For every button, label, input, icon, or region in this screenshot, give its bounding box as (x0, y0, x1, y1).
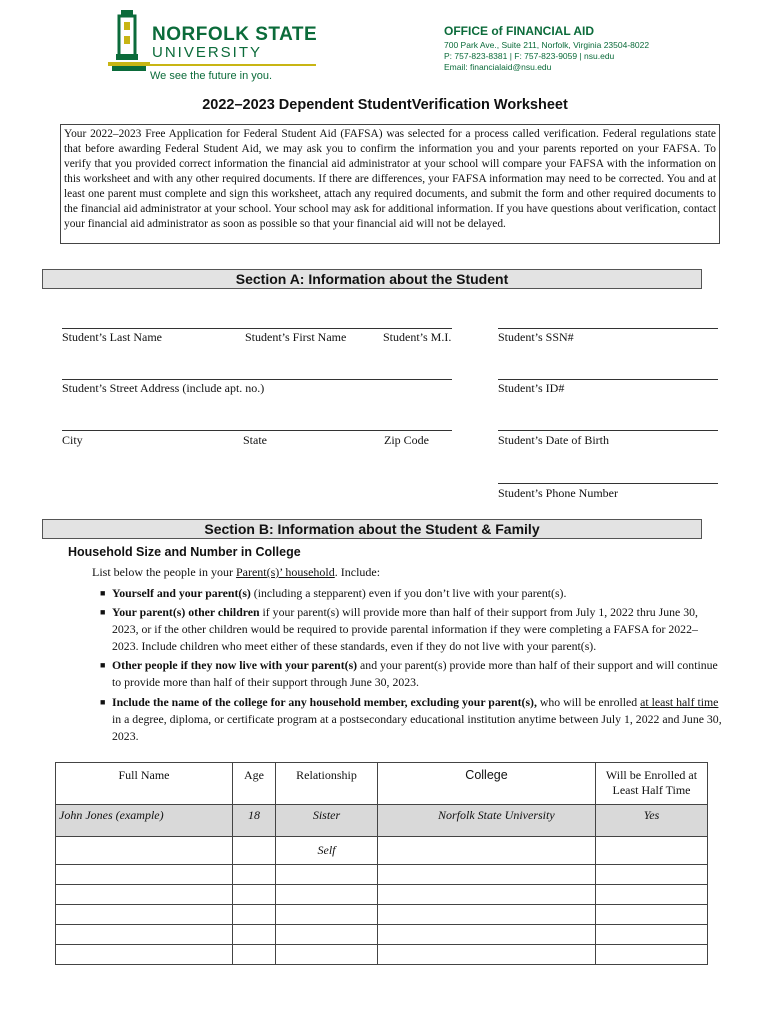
example-enrolled: Yes (596, 805, 708, 837)
cell-name[interactable] (56, 837, 233, 865)
street-line[interactable] (62, 379, 452, 380)
table-header-row (56, 763, 708, 805)
intro-paragraph: Your 2022–2023 Free Application for Federal Student Aid (FAFSA) was selected for a process called verification. Federal regulations state that before awarding Federal Student Aid, we may ask you to confirm the information you and your parents reported on your FAFSA. To verify that you provided correct information the financial aid administrator at your school will compare your FAFSA with the information on this worksheet and with any other required documents. If there are differences, your FAFSA information may need to be corrected. You and at least one parent must complete and sign this worksheet, attach any required documents, and submit the form and other required documents to the financial aid administrator at your school. Your school may ask for additional information. If you have questions about verification, contact your financial aid administrator as soon as possible so that your financial aid will not be delayed. (60, 124, 720, 244)
bullet-bold: Yourself and your parent(s) (112, 586, 251, 600)
cell-relationship[interactable] (276, 885, 378, 905)
cell-college[interactable] (378, 925, 596, 945)
cell-college[interactable] (378, 837, 596, 865)
cell-enrolled[interactable] (596, 865, 708, 885)
cell-age[interactable] (233, 865, 276, 885)
cell-enrolled[interactable] (596, 945, 708, 965)
bullet-bold: Include the name of the college for any household member, excluding your parent(s), (112, 695, 537, 709)
col-header-college: College (378, 763, 596, 805)
cell-relationship[interactable] (276, 945, 378, 965)
list-intro-pre: List below the people in your (92, 565, 236, 579)
office-phone-fax: P: 757-823-8381 | F: 757-823-9059 | nsu.edu (444, 51, 615, 61)
office-address: 700 Park Ave., Suite 211, Norfolk, Virginia 23504-8022 (444, 40, 650, 50)
col-header-age: Age (233, 763, 276, 805)
phone-label: Student’s Phone Number (498, 486, 618, 500)
cell-enrolled[interactable] (596, 837, 708, 865)
ssn-line[interactable] (498, 328, 718, 329)
example-college: Norfolk State University (378, 805, 596, 837)
bullet-item-other-people (100, 657, 722, 691)
office-email: Email: financialaid@nsu.edu (444, 62, 552, 72)
dob-line[interactable] (498, 430, 718, 431)
example-relationship: Sister (276, 805, 378, 837)
cell-enrolled[interactable] (596, 925, 708, 945)
logo-rule (148, 64, 316, 66)
cell-college[interactable] (378, 905, 596, 925)
bullet-item-yourself (100, 585, 730, 602)
list-intro-household: Parent(s)’ household (235, 565, 335, 579)
col-header-relationship: Relationship (276, 763, 378, 805)
table-row-example (56, 805, 708, 837)
bullet-icon: ■ (100, 607, 106, 617)
col-header-enrolled: Will be Enrolled at Least Half Time (596, 763, 708, 805)
bullet-item-college (100, 694, 722, 745)
bullet-underline: at least half time (640, 695, 719, 709)
city-label: City (62, 433, 83, 447)
col-header-full-name: Full Name (56, 763, 233, 805)
list-intro-post: . Include: (334, 565, 381, 579)
section-a-header: Section A: Information about the Student (42, 269, 702, 289)
university-logo-tower (108, 8, 150, 79)
phone-line[interactable] (498, 483, 718, 484)
example-name: John Jones (example) (56, 805, 233, 837)
bullet-text: (including a stepparent) even if you don’t live with your parent(s). (250, 586, 567, 600)
ssn-label: Student’s SSN# (498, 330, 574, 344)
bullet-icon: ■ (100, 660, 106, 670)
bullet-text: if your parent(s) will provide more than half of their support from July 1, 2022 thru June 30, 2023, or if the other children would be required to provide parental information if they were completing a FAFSA for 2022–2023. Include children who meet either of these standards, even if they do not live with your parent(s). (112, 605, 698, 653)
office-title: OFFICE of FINANCIAL AID (444, 24, 594, 38)
table-row[interactable] (56, 925, 708, 945)
bullet-icon: ■ (100, 697, 106, 707)
cell-name[interactable] (56, 925, 233, 945)
cell-age[interactable] (233, 837, 276, 865)
name-line[interactable] (62, 328, 452, 329)
table-row[interactable] (56, 885, 708, 905)
household-table (55, 762, 708, 965)
cell-name[interactable] (56, 885, 233, 905)
school-name-line2: UNIVERSITY (152, 44, 263, 61)
cell-age[interactable] (233, 925, 276, 945)
cell-age[interactable] (233, 905, 276, 925)
school-tagline: We see the future in you. (150, 70, 273, 82)
cell-name[interactable] (56, 865, 233, 885)
dob-label: Student’s Date of Birth (498, 433, 609, 447)
bullet-item-other-children (100, 604, 722, 655)
state-label: State (243, 433, 267, 447)
mi-label: Student’s M.I. (383, 330, 452, 344)
cell-enrolled[interactable] (596, 885, 708, 905)
self-relationship: Self (276, 837, 378, 865)
cell-name[interactable] (56, 945, 233, 965)
section-b-header: Section B: Information about the Student & Family (42, 519, 702, 539)
table-row-self[interactable] (56, 837, 708, 865)
cell-age[interactable] (233, 885, 276, 905)
zip-label: Zip Code (384, 433, 429, 447)
cell-college[interactable] (378, 945, 596, 965)
household-heading: Household Size and Number in College (68, 545, 301, 559)
bullet-icon: ■ (100, 588, 106, 598)
document-title: 2022–2023 Dependent StudentVerification Worksheet (202, 97, 568, 113)
example-age: 18 (233, 805, 276, 837)
street-label: Student’s Street Address (include apt. no.) (62, 381, 265, 395)
table-row[interactable] (56, 905, 708, 925)
id-line[interactable] (498, 379, 718, 380)
bullet-bold: Your parent(s) other children (112, 605, 260, 619)
table-row[interactable] (56, 945, 708, 965)
list-intro (92, 565, 380, 580)
cell-college[interactable] (378, 885, 596, 905)
bullet-bold: Other people if they now live with your parent(s) (112, 658, 358, 672)
cell-age[interactable] (233, 945, 276, 965)
first-name-label: Student’s First Name (245, 330, 347, 344)
bullet-text: in a degree, diploma, or certificate program at a postsecondary educational institution anytime between July 1, 2022 and June 30, 2023. (112, 712, 722, 743)
cell-relationship[interactable] (276, 865, 378, 885)
cell-relationship[interactable] (276, 925, 378, 945)
cell-relationship[interactable] (276, 905, 378, 925)
bullet-text: and your parent(s) provide more than half of their support and will continue to provide more than half of their support through June 30, 2023. (112, 658, 718, 689)
cell-name[interactable] (56, 905, 233, 925)
bullet-text-pre: who will be enrolled (536, 695, 641, 709)
cell-college[interactable] (378, 865, 596, 885)
id-label: Student’s ID# (498, 381, 565, 395)
last-name-label: Student’s Last Name (62, 330, 162, 344)
city-state-zip-line[interactable] (62, 430, 452, 431)
school-name-line1: NORFOLK STATE (152, 24, 318, 45)
cell-enrolled[interactable] (596, 905, 708, 925)
table-row[interactable] (56, 865, 708, 885)
